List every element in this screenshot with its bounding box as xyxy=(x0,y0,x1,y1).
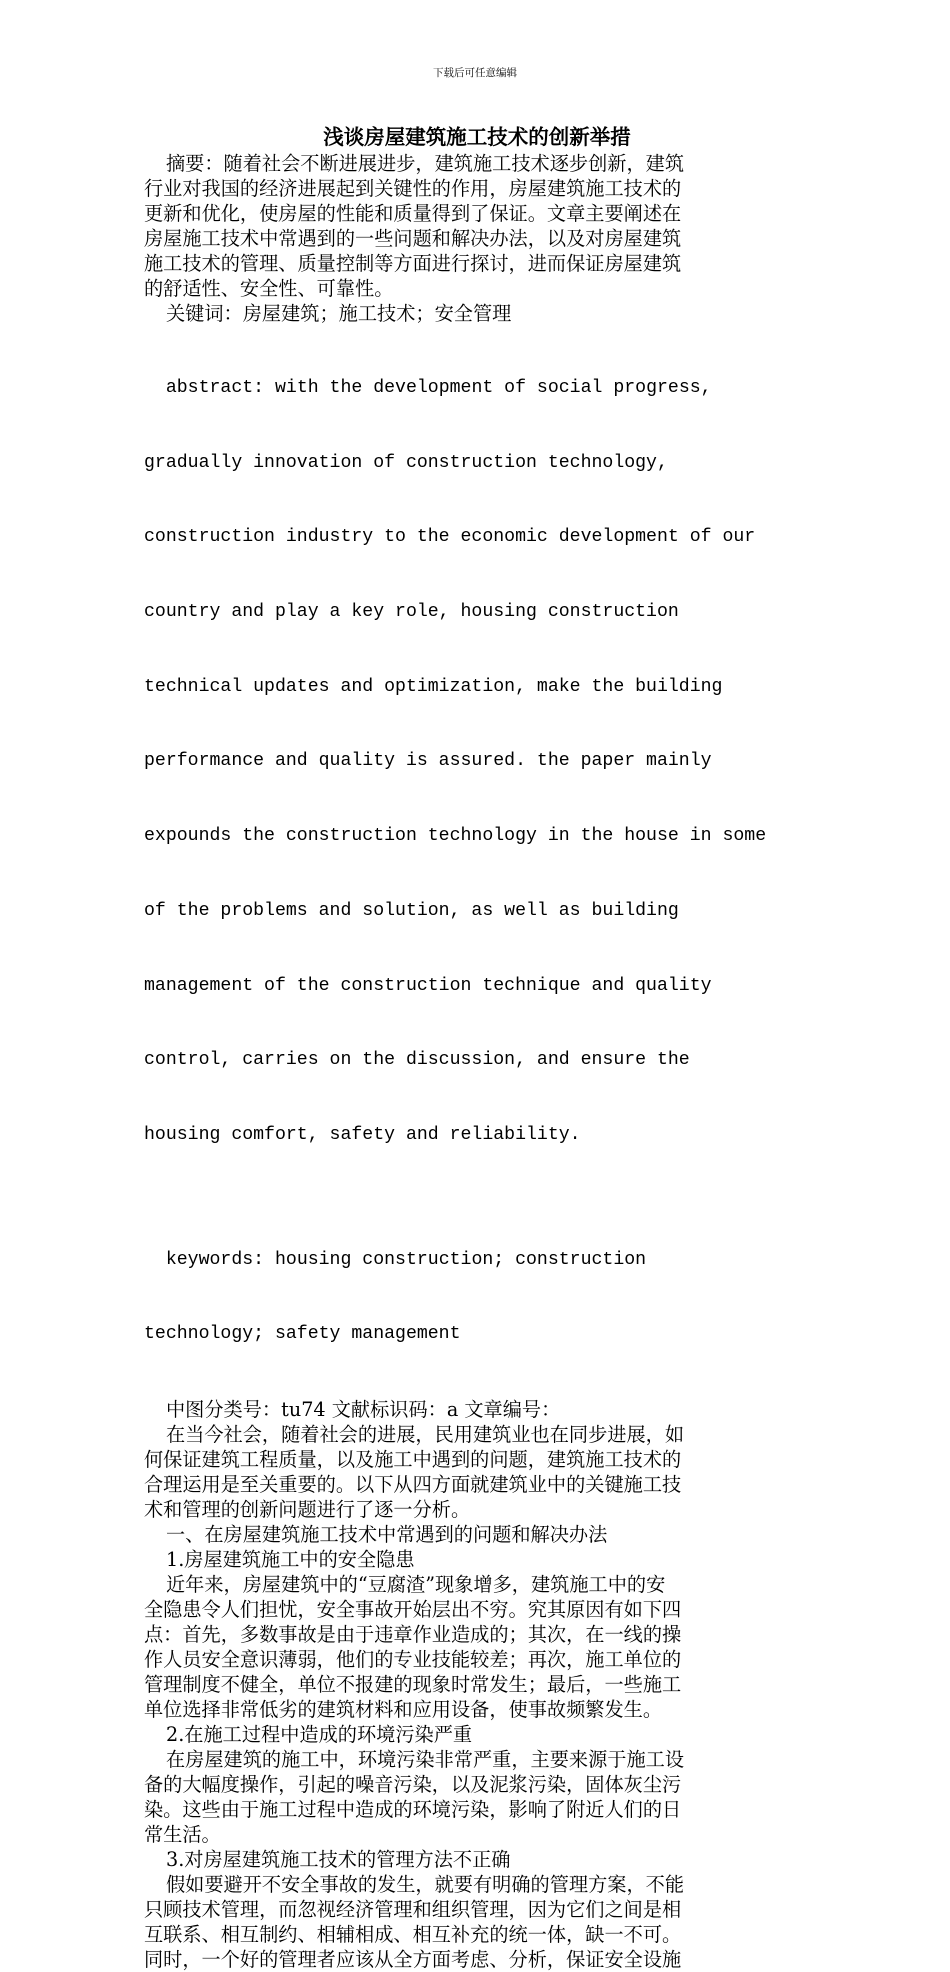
paragraph-line: 常生活。 xyxy=(144,1822,221,1846)
paragraph-line: 假如要避开不安全事故的发生，就要有明确的管理方案，不能 xyxy=(166,1872,685,1896)
paragraph-line: 点：首先，多数事故是由于违章作业造成的；其次，在一线的操 xyxy=(144,1622,682,1646)
abstract-en-line: country and play a key role, housing construction xyxy=(144,601,679,622)
abstract-en-line: technical updates and optimization, make the building xyxy=(144,676,723,697)
abstract-en-line: control, carries on the discussion, and ensure the xyxy=(144,1050,690,1071)
paragraph-line: 染。这些由于施工过程中造成的环境污染，影响了附近人们的日 xyxy=(144,1797,682,1821)
subsection-paragraph xyxy=(144,1872,780,1972)
paragraph-line: 管理制度不健全，单位不报建的现象时常发生；最后，一些施工 xyxy=(144,1672,682,1696)
subsection-heading: 3.对房屋建筑施工技术的管理方法不正确 xyxy=(166,1847,511,1871)
intro-paragraph xyxy=(144,1422,780,1522)
paragraph-line: 在房屋建筑的施工中，环境污染非常严重，主要来源于施工设 xyxy=(166,1747,685,1771)
keywords-en xyxy=(144,1198,780,1397)
abstract-cn-line: 的舒适性、安全性、可靠性。 xyxy=(144,277,394,300)
keywords-en-line: technology; safety management xyxy=(144,1324,461,1345)
abstract-cn-line: 摘要：随着社会不断进展进步，建筑施工技术逐步创新，建筑 xyxy=(166,152,685,175)
intro-line: 何保证建筑工程质量，以及施工中遇到的问题，建筑施工技术的 xyxy=(144,1447,682,1471)
subsection-heading: 2.在施工过程中造成的环境污染严重 xyxy=(166,1722,473,1746)
abstract-cn xyxy=(144,151,780,301)
intro-line: 合理运用是至关重要的。以下从四方面就建筑业中的关键施工技 xyxy=(144,1472,682,1496)
subsection-heading: 1.房屋建筑施工中的安全隐患 xyxy=(166,1547,415,1571)
abstract-en-line: construction industry to the economic development of our xyxy=(144,527,756,548)
intro-line: 术和管理的创新问题进行了逐一分析。 xyxy=(144,1497,471,1521)
abstract-en xyxy=(144,326,780,1198)
subsection-paragraph xyxy=(144,1572,780,1722)
abstract-en-line: gradually innovation of construction technology, xyxy=(144,452,668,473)
intro-line: 在当今社会，随着社会的进展，民用建筑业也在同步进展，如 xyxy=(166,1422,685,1446)
paragraph-line: 单位选择非常低劣的建筑材料和应用设备，使事故频繁发生。 xyxy=(144,1697,663,1721)
keywords-en-line: keywords: housing construction; construction xyxy=(144,1249,647,1270)
abstract-en-line: abstract: with the development of social progress, xyxy=(144,377,712,398)
document-body xyxy=(144,122,780,1972)
paragraph-line: 备的大幅度操作，引起的噪音污染，以及泥浆污染，固体灰尘污 xyxy=(144,1772,682,1796)
paragraph-line: 只顾技术管理，而忽视经济管理和组织管理，因为它们之间是相 xyxy=(144,1897,682,1921)
paragraph-line: 互联系、相互制约、相辅相成、相互补充的统一体，缺一不可。 xyxy=(144,1922,682,1946)
abstract-cn-line: 更新和优化，使房屋的性能和质量得到了保证。文章主要阐述在 xyxy=(144,202,682,225)
abstract-cn-line: 房屋施工技术中常遇到的一些问题和解决办法，以及对房屋建筑 xyxy=(144,227,682,250)
classification-line: 中图分类号：tu74 文献标识码：a 文章编号： xyxy=(166,1397,561,1421)
paragraph-line: 全隐患令人们担忧，安全事故开始层出不穷。究其原因有如下四 xyxy=(144,1597,682,1621)
paragraph-line: 作人员安全意识薄弱，他们的专业技能较差；再次，施工单位的 xyxy=(144,1647,682,1671)
paragraph-line: 近年来，房屋建筑中的“豆腐渣”现象增多，建筑施工中的安 xyxy=(166,1572,666,1596)
header-note: 下载后可任意编辑 xyxy=(433,67,517,79)
keywords-cn: 关键词：房屋建筑；施工技术；安全管理 xyxy=(166,302,512,325)
document-title: 浅谈房屋建筑施工技术的创新举措 xyxy=(323,125,631,149)
abstract-en-line: of the problems and solution, as well as building xyxy=(144,900,679,921)
abstract-cn-line: 施工技术的管理、质量控制等方面进行探讨，进而保证房屋建筑 xyxy=(144,252,682,275)
paragraph-line: 同时，一个好的管理者应该从全方面考虑、分析，保证安全设施 xyxy=(144,1947,682,1971)
abstract-en-line: management of the construction technique and quality xyxy=(144,975,712,996)
abstract-en-line: expounds the construction technology in the house in some xyxy=(144,826,767,847)
abstract-en-line: performance and quality is assured. the paper mainly xyxy=(144,751,712,772)
subsection-paragraph xyxy=(144,1747,780,1847)
section-heading: 一、在房屋建筑施工技术中常遇到的问题和解决办法 xyxy=(166,1522,608,1546)
abstract-cn-line: 行业对我国的经济进展起到关键性的作用，房屋建筑施工技术的 xyxy=(144,177,682,200)
abstract-en-line: housing comfort, safety and reliability. xyxy=(144,1125,581,1145)
